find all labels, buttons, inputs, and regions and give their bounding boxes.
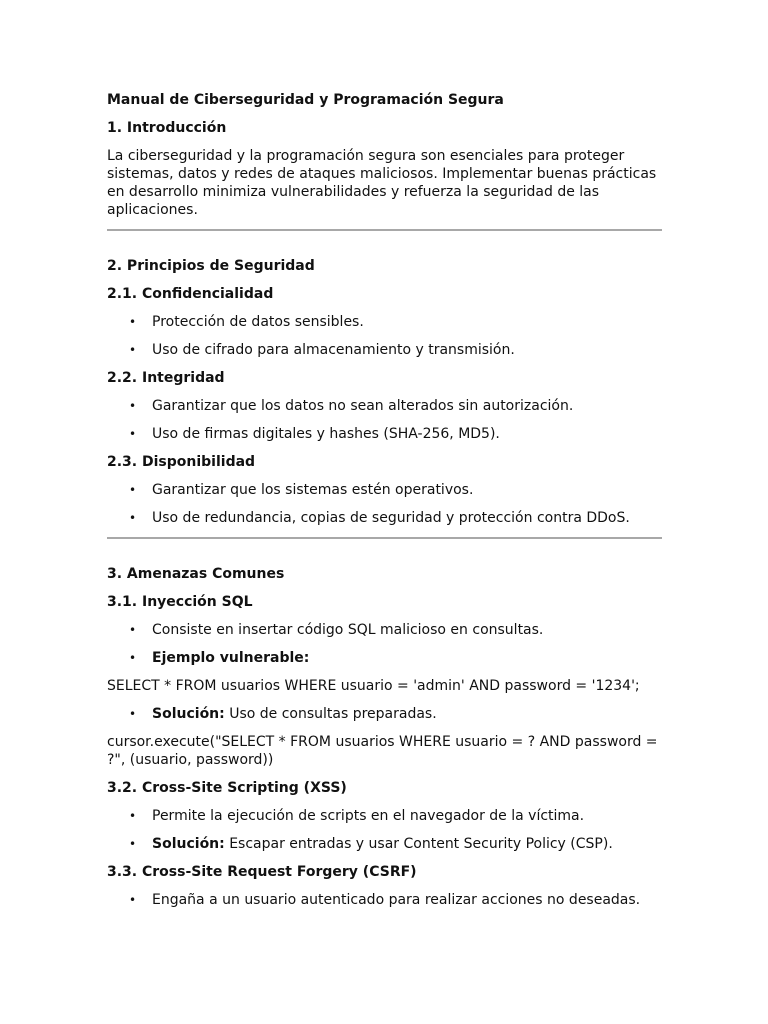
prepared-statement-code: cursor.execute("SELECT * FROM usuarios WHERE usuario = ? AND password = ?", (usuario, password)) [107, 734, 658, 768]
xss-list [107, 807, 662, 853]
list-item-text: Consiste en insertar código SQL malicioso en consultas. [152, 622, 544, 638]
list-item [107, 621, 662, 639]
list-item-text: Uso de firmas digitales y hashes (SHA-256, MD5). [152, 426, 500, 442]
list-item [107, 509, 662, 527]
document-title: Manual de Ciberseguridad y Programación Segura [107, 92, 504, 108]
availability-list [107, 481, 662, 527]
list-item-text: Garantizar que los datos no sean alterados sin autorización. [152, 398, 574, 414]
section-divider [107, 537, 662, 539]
subsection-heading-availability: 2.3. Disponibilidad [107, 454, 256, 470]
section-heading-principles: 2. Principios de Seguridad [107, 258, 315, 274]
bullet-icon: • [129, 511, 137, 525]
list-item-text: Uso de cifrado para almacenamiento y transmisión. [152, 342, 515, 358]
solution-label: Solución: [152, 706, 225, 722]
bullet-icon: • [129, 893, 137, 907]
vulnerable-example-label: Ejemplo vulnerable: [152, 650, 310, 666]
bullet-icon: • [129, 483, 137, 497]
solution-label: Solución: [152, 836, 225, 852]
list-item [107, 835, 662, 853]
list-item-text: Permite la ejecución de scripts en el navegador de la víctima. [152, 808, 585, 824]
sql-solution-list [107, 705, 662, 723]
bullet-icon: • [129, 343, 137, 357]
section-heading-threats: 3. Amenazas Comunes [107, 566, 285, 582]
bullet-icon: • [129, 623, 137, 637]
list-item [107, 649, 662, 667]
list-item [107, 313, 662, 331]
vulnerable-sql-code: SELECT * FROM usuarios WHERE usuario = 'admin' AND password = '1234'; [107, 678, 640, 694]
list-item [107, 425, 662, 443]
bullet-icon: • [129, 399, 137, 413]
subsection-heading-csrf: 3.3. Cross-Site Request Forgery (CSRF) [107, 864, 417, 880]
list-item-text: Protección de datos sensibles. [152, 314, 364, 330]
list-item [107, 705, 662, 723]
sql-injection-list [107, 621, 662, 667]
list-item-text: Uso de redundancia, copias de seguridad y protección contra DDoS. [152, 510, 630, 526]
csrf-list [107, 891, 662, 909]
integrity-list [107, 397, 662, 443]
subsection-heading-sql-injection: 3.1. Inyección SQL [107, 594, 253, 610]
confidentiality-list [107, 313, 662, 359]
list-item [107, 807, 662, 825]
list-item-text: Garantizar que los sistemas estén operativos. [152, 482, 474, 498]
bullet-icon: • [129, 707, 137, 721]
section-divider [107, 229, 662, 231]
list-item [107, 481, 662, 499]
solution-text: Uso de consultas preparadas. [224, 706, 437, 722]
subsection-heading-integrity: 2.2. Integridad [107, 370, 225, 386]
list-item-text: Engaña a un usuario autenticado para realizar acciones no deseadas. [152, 892, 641, 908]
list-item [107, 397, 662, 415]
section-heading-introduction: 1. Introducción [107, 120, 227, 136]
subsection-heading-xss: 3.2. Cross-Site Scripting (XSS) [107, 780, 347, 796]
solution-text: Escapar entradas y usar Content Security Policy (CSP). [224, 836, 613, 852]
list-item [107, 891, 662, 909]
bullet-icon: • [129, 427, 137, 441]
bullet-icon: • [129, 315, 137, 329]
bullet-icon: • [129, 809, 137, 823]
bullet-icon: • [129, 837, 137, 851]
document-content [107, 91, 662, 919]
bullet-icon: • [129, 651, 137, 665]
introduction-paragraph: La ciberseguridad y la programación segura son esenciales para proteger sistemas, datos y redes de ataques maliciosos. Implementar buenas prácticas en desarrollo minimiza vulnerabilidades y refuerza la seguridad de las aplicaciones. [107, 148, 657, 218]
list-item [107, 341, 662, 359]
subsection-heading-confidentiality: 2.1. Confidencialidad [107, 286, 274, 302]
